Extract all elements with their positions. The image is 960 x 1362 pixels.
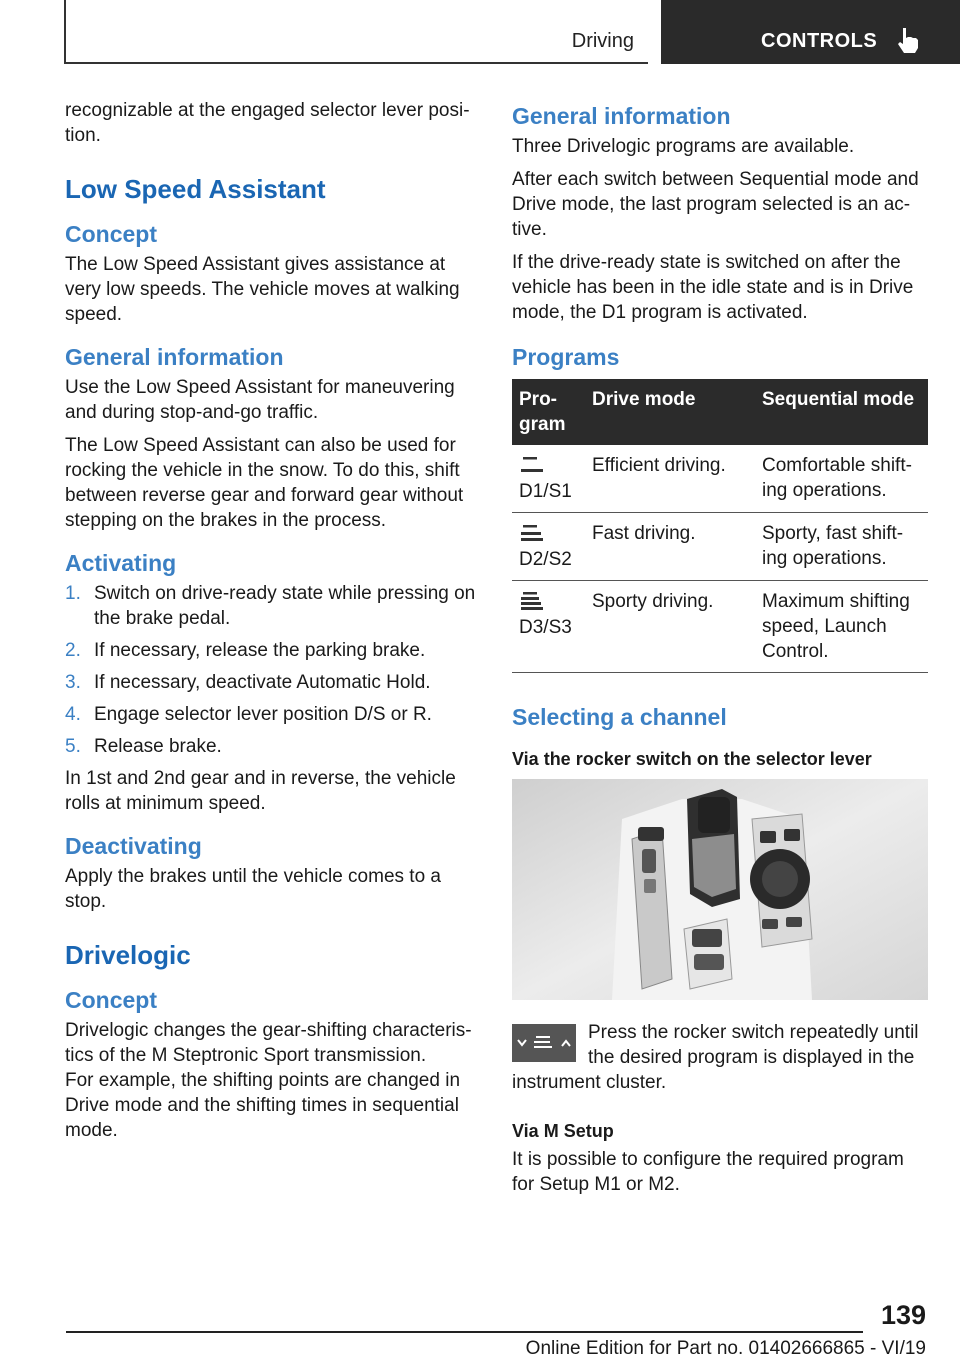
program-label: D1/S1: [519, 481, 572, 502]
step-text: Release brake.: [94, 736, 222, 757]
step-number: 1.: [65, 583, 81, 604]
sequential-mode-cell: Comfortable shift‐ing operations.: [755, 445, 928, 513]
step-item: [65, 702, 480, 727]
step-text: Engage selector lever position D/S or R.: [94, 704, 432, 725]
sequential-mode-cell: Sporty, fast shift‐ing operations.: [755, 513, 928, 581]
concept-heading: Concept: [65, 221, 157, 247]
programs-heading: Programs: [512, 344, 620, 370]
step-text: If necessary, release the parking brake.: [94, 640, 426, 661]
page-number: 139: [880, 1300, 926, 1330]
step-text: If necessary, deactivate Automatic Hold.: [94, 672, 431, 693]
table-header-program: Pro‐gram: [512, 379, 585, 445]
header-chapter-box: [661, 0, 960, 64]
sequential-mode-cell: Maximum shifting speed, Launch Control.: [755, 581, 928, 673]
left-column: [65, 98, 480, 1151]
table-header-drive-mode: Drive mode: [585, 379, 755, 445]
table-header-row: [512, 379, 928, 445]
program-cell: [512, 445, 585, 513]
drivelogic-concept-heading: Concept: [65, 987, 157, 1013]
programs-table: [512, 379, 928, 673]
right-column: [512, 98, 928, 1205]
step-number: 5.: [65, 736, 81, 757]
drivelogic-3-bar-icon: [519, 591, 545, 611]
page-header: [64, 0, 960, 64]
drive-mode-cell: Sporty driving.: [585, 581, 755, 673]
selecting-channel-heading: Selecting a channel: [512, 704, 727, 730]
general-info-heading-right: General information: [512, 103, 731, 129]
table-row: [512, 445, 928, 513]
rocker-text: Press the rocker switch repeatedly until the desired program is displayed in the instrument cluster.: [512, 1022, 919, 1093]
concept-text: The Low Speed Assistant gives assistance at very low speeds. The vehicle moves at walking speed.: [65, 254, 460, 325]
lsa-heading: Low Speed Assistant: [65, 174, 326, 204]
general-info-text-2: The Low Speed Assistant can also be used for rocking the vehicle in the snow. To do this, shift between reverse gear and forward gear without stepping on the brakes in the process.: [65, 435, 464, 531]
drivelogic-1-bar-icon: [519, 455, 545, 475]
deactivating-text: Apply the brakes until the vehicle comes to a stop.: [65, 866, 441, 912]
hand-pointer-icon: [895, 26, 921, 54]
drive-mode-cell: Efficient driving.: [585, 445, 755, 513]
table-row: [512, 513, 928, 581]
header-chapter-title: CONTROLS: [761, 30, 878, 52]
drivelogic-2-bar-icon: [519, 523, 545, 543]
drivelogic-text-3: If the drive-ready state is switched on after the vehicle has been in the idle state and is in Drive mode, the D1 program is activated.: [512, 252, 914, 323]
header-section-title: Driving: [571, 30, 634, 52]
step-item: [65, 734, 480, 759]
rocker-subheading: Via the rocker switch on the selector lever: [512, 749, 872, 769]
drivelogic-concept-text-2: For example, the shifting points are changed in Drive mode and the shifting times in sequential mode.: [65, 1070, 461, 1141]
step-number: 4.: [65, 704, 81, 725]
drivelogic-heading: Drivelogic: [65, 940, 191, 970]
table-row: [512, 581, 928, 673]
activating-note: In 1st and 2nd gear and in reverse, the vehicle rolls at minimum speed.: [65, 768, 456, 814]
msetup-subheading: Via M Setup: [512, 1121, 614, 1141]
activating-heading: Activating: [65, 550, 177, 576]
step-item: [65, 670, 480, 695]
rocker-switch-icon: [512, 1024, 576, 1062]
program-cell: [512, 581, 585, 673]
rocker-instruction: [512, 1020, 928, 1095]
intro-text: recognizable at the engaged selector lever posi‐tion.: [65, 100, 470, 146]
drivelogic-concept-text: Drivelogic changes the gear-shifting characteris‐tics of the M Steptronic Sport transmission.: [65, 1020, 472, 1066]
step-number: 2.: [65, 640, 81, 661]
deactivating-heading: Deactivating: [65, 833, 202, 859]
drivelogic-text-2: After each switch between Sequential mode and Drive mode, the last program selected is an ac‐tive.: [512, 169, 919, 240]
drivelogic-text-1: Three Drivelogic programs are available.: [512, 136, 855, 157]
center-console-illustration: [512, 779, 928, 1000]
selector-lever-photo: [512, 779, 928, 1000]
step-item: [65, 638, 480, 663]
general-info-text-1: Use the Low Speed Assistant for maneuvering and during stop-and-go traffic.: [65, 377, 455, 423]
program-cell: [512, 513, 585, 581]
footer-divider: [66, 1331, 863, 1333]
activating-steps: [65, 581, 480, 759]
step-number: 3.: [65, 672, 81, 693]
table-header-sequential-mode: Sequential mode: [755, 379, 928, 445]
step-item: [65, 581, 480, 631]
program-label: D2/S2: [519, 549, 572, 570]
program-label: D3/S3: [519, 617, 572, 638]
footer-edition-text: Online Edition for Part no. 01402666865 - VI/19: [525, 1338, 926, 1359]
msetup-text: It is possible to configure the required program for Setup M1 or M2.: [512, 1149, 904, 1195]
drive-mode-cell: Fast driving.: [585, 513, 755, 581]
general-info-heading: General information: [65, 344, 284, 370]
step-text: Switch on drive-ready state while pressing on the brake pedal.: [94, 583, 476, 629]
